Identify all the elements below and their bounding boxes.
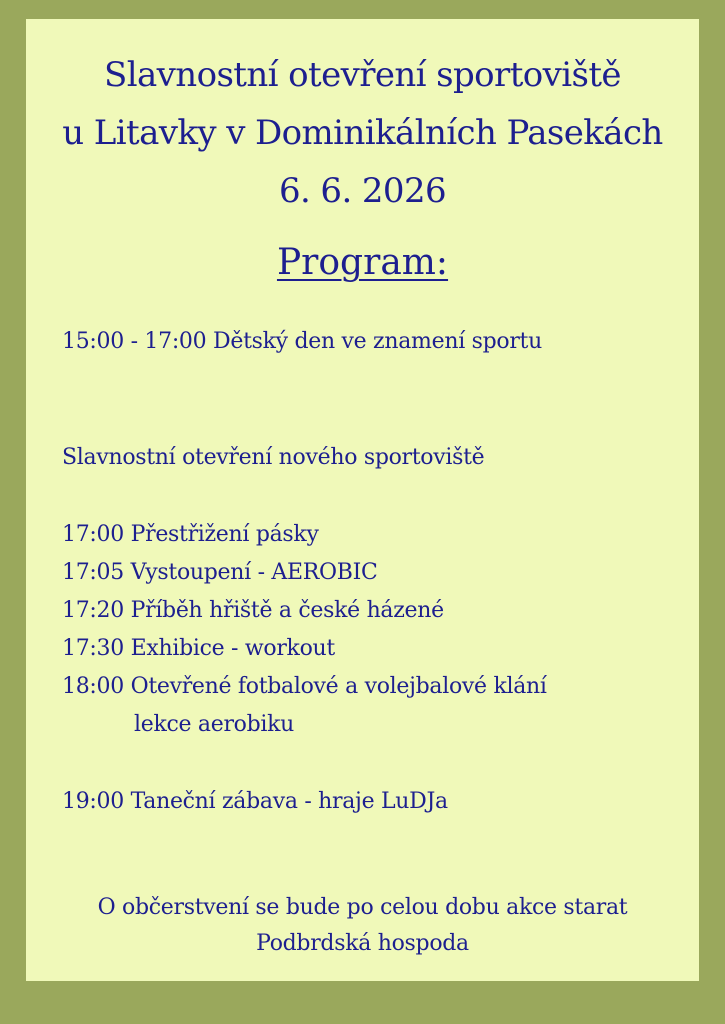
program-heading: Program: [276, 242, 449, 283]
footer-line-1: O občerstvení se bude po celou dobu akce starat [97, 895, 628, 920]
program-item-continuation: lekce aerobiku [134, 712, 295, 737]
dance-item: 19:00 Taneční zábava - hraje LuDJa [62, 789, 448, 814]
kids-day-item: 15:00 - 17:00 Dětský den ve znamení sportu [62, 329, 542, 354]
program-item: 17:30 Exhibice - workout [62, 636, 335, 661]
opening-heading: Slavnostní otevření nového sportoviště [62, 445, 485, 470]
title-line-2: u Litavky v Dominikálních Pasekách [62, 113, 663, 153]
event-poster [26, 19, 699, 981]
program-item: 17:00 Přestřižení pásky [62, 522, 319, 547]
program-item: 17:20 Příběh hřiště a české házené [62, 598, 444, 623]
title-line-1: Slavnostní otevření sportoviště [104, 55, 621, 95]
program-item: 18:00 Otevřené fotbalové a volejbalové klání [62, 674, 547, 699]
footer-line-2: Podbrdská hospoda [256, 931, 469, 956]
event-date: 6. 6. 2026 [278, 171, 447, 211]
program-item: 17:05 Vystoupení - AEROBIC [62, 560, 378, 585]
